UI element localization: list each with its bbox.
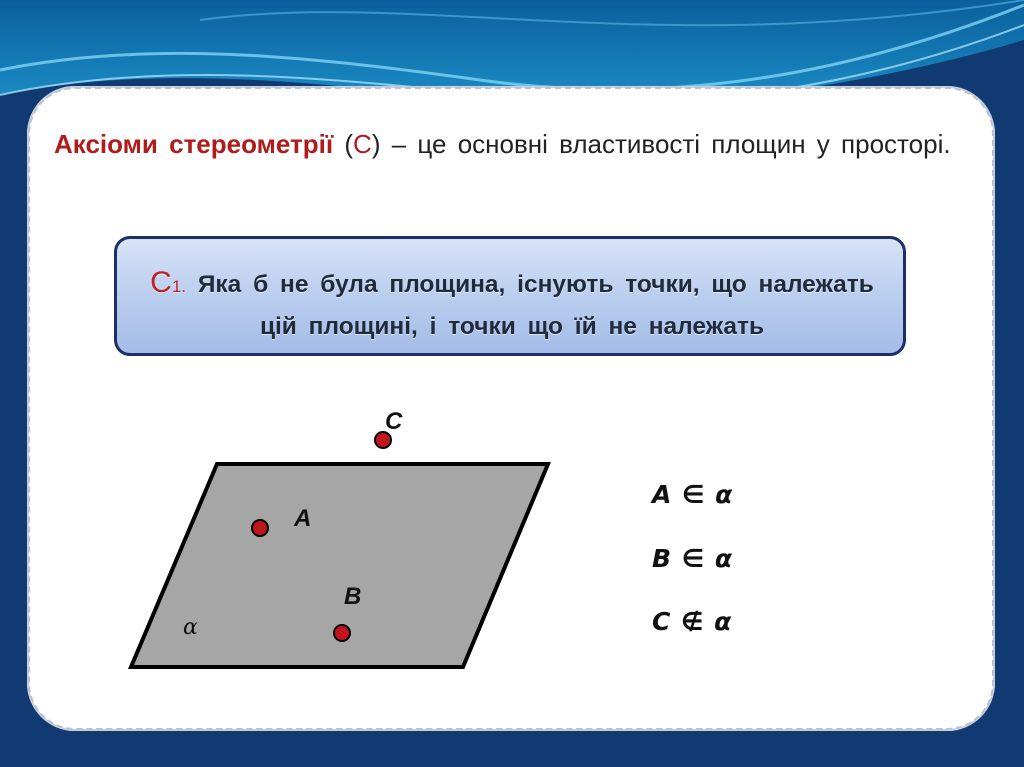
point-b	[334, 625, 350, 641]
axiom-number: 1.	[171, 277, 186, 296]
intro-rest: – це основні властивості площин у просторі.	[380, 129, 951, 159]
intro-paren-open: (	[333, 129, 354, 159]
point-c-label: C	[385, 408, 403, 435]
plane-label: α	[183, 615, 198, 640]
relation-c: C ∉ α	[652, 607, 733, 636]
intro-term: Аксіоми стереометрії	[54, 129, 334, 159]
point-a-label: A	[294, 505, 312, 532]
axiom-text: Яка б не була площина, існують точки, що належать цій площині, і точки що їй не належать	[197, 271, 874, 340]
relation-a: A ∈ α	[652, 480, 734, 509]
intro-code: С	[353, 129, 372, 159]
relation-b: B ∈ α	[652, 544, 734, 573]
axiom-code: С	[150, 266, 172, 299]
intro-paren-close: )	[371, 129, 381, 159]
point-a	[252, 520, 268, 536]
point-b-label: B	[344, 583, 362, 610]
